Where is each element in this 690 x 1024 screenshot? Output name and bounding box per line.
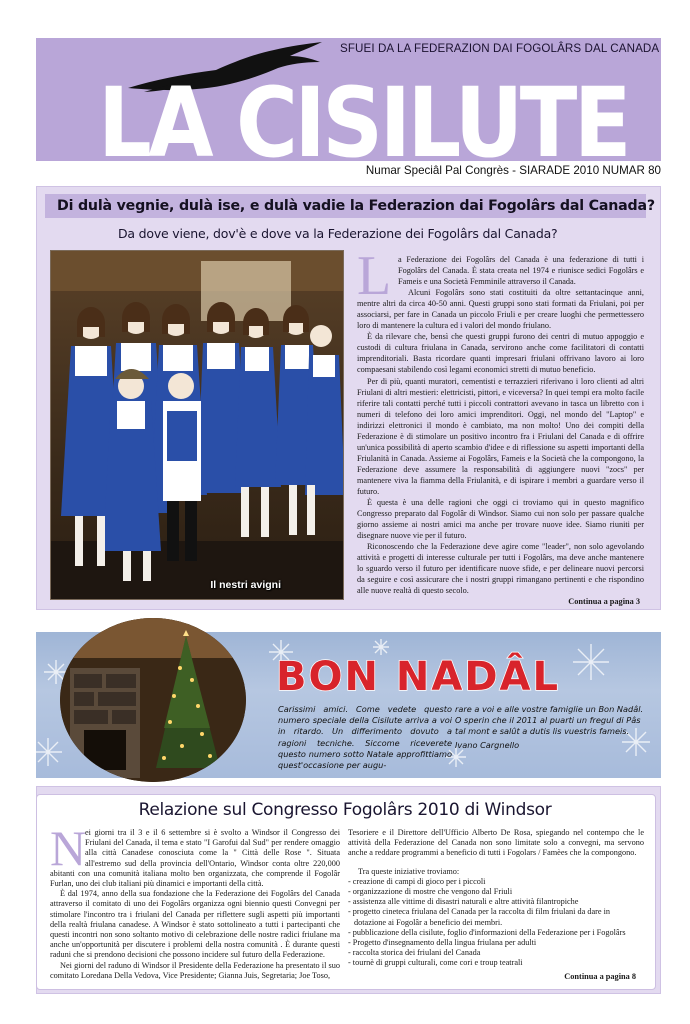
masthead-subtitle: SFUEI DA LA FEDERAZION DAI FOGOLÂRS DAL CANADA [340,42,660,55]
christmas-greeting-right [455,704,645,751]
bon-nadal-text: BON NADÂL [276,654,560,696]
article1-paragraph: È da rilevare che, bensì che questi gruppi furono dei centri di mutuo appoggio e custodi di cultura friulana in Canada, servirono anche come facilitatori di contatti imprenditoriali. Basta ricordare quanti impresari friulani offrivano lavoro ai loro compaesani stabilendo così legami economici stretti di mutuo beneficio. [357,332,644,375]
children-choir-photo [50,250,344,600]
article1-continued: Continua a pagina 3 [568,597,640,607]
article3-body-right [348,828,644,969]
initiatives-list [348,877,644,969]
photo-caption: Il nestri avigni [210,579,281,591]
article3-paragraph: È dal 1974, anno della sua fondazione che la Federazione dei Fogolârs del Canada attraverso il comitato di uno dei Fogolârs organizza ogni biennio questi Convegni per stimolare l'incontro tra i friulani del Canada per riflettere sugli aspetti più importanti della realtà friulana canadese. A Windsor è stato sottolineato a tutti i partecipanti che questi incontri non sono soltanto motivo di celebrazione delle nostre radici friulane ma anche un'opportunità per discutere i problemi della nostra comunità . È durante questi raduni che si prendono decisioni che possono incidere sul futuro della Federazione. [50,889,340,960]
logo-text: LA CISILUTE [98,68,628,164]
list-item: - creazione di campi di gioco per i piccoli [348,876,486,886]
dropcap-l: L [357,245,392,307]
article1-paragraph: Per di più, quanti muratori, cementisti e terrazzieri riferivano i loro clienti ad altri Friulani di altri mestieri: elettricisti, pittori, e viceversa? In quei tempi era molto facile riferire tali contatti perché tutti i piccoli contrattori avevano in tasca un libretto con i numeri di telefono dei loro amici imprenditori. Oggi, nel mondo del "Laptop" e indirizzi elettronici il mondo è cambiato, ma non molto! Uno dei compiti della Federazione è di stimolare un positivo incontro fra i Friulani del Canada e di offrire un'unica possibilità di aperto scambio d'idee e di riflessione su aspetti importanti della Friulanità in Canada. Assieme ai Fogolârs, Fameis e la Società che la compongono, la Federazione deve assumere la responsabilità di aggiungere nuovi "zocs" per mantenere viva la fiamma della Friulanità, e di ispirare i membri a guardare verso il futuro. [357,376,644,496]
list-item: - tournè di gruppi culturali, come cori e troup teatrali [348,958,523,968]
article3-paragraph: ei giorni tra il 3 e il 6 settembre si è svolto a Windsor il Congresso dei Friulani del Canada, il tema e stato "I Garofui dal Sud" per rendere omaggio alla città Canadese conosciuta come la " Città delle Rose ". Situata all'estremo sud della provincia dell'Ontario, Windsor conta oltre 220,000 abitanti con una comunità italiana molto ben organizzata, che comprende il Fogolâr Furlan, uno dei club italiani più dinamici e importanti della città. [50,828,340,889]
christmas-tree-photo [60,618,246,782]
christmas-greeting-text: rare a voi e alle vostre famiglie un Bon Nadâl. O sperin che il 2011 al puarti un fregul di Pâs tal mont e salût a dutis lis vuestris fameis. [455,704,644,737]
la-cisilute-logo [98,68,628,164]
article3-headline: Relazione sul Congresso Fogolârs 2010 di Windsor [138,800,552,820]
list-item: - raccolta storica dei friulani del Canada [348,948,481,958]
christmas-signature: Ivano Cargnello [455,739,520,750]
article1-paragraph: Riconoscendo che la Federazione deve agire come "leader", non solo agevolando attività e progetti di interesse culturale per tutti i Fogolârs, ma deve anche mantenere lo sguardo verso il futuro per identificare nuove sfide, e per delineare nuovi percorsi da seguire e così assicurare che i nostri gruppi rimangano pertinenti e che rispondino alle nuove realtà di questo secolo. [357,542,644,596]
article1-body [357,245,644,608]
list-item: - assistenza alle vittime di disastri naturali e altre attività filantropiche [348,897,579,907]
list-item: - organizzazione di mostre che vengono dal Friuli [348,887,513,897]
list-item: - pubblicazione della cisilute, foglio d'informazioni della Federazione per i Fogolârs [348,927,626,937]
article1-paragraph: Alcuni Fogolârs sono stati costituiti da oltre settantacinque anni, mentre altri da circa 40-50 anni. Questi gruppi sono stati formati da Friulani, poi per associarsi, per fare in Canada un piccolo Friuli e per creare luoghi che permettessero loro di mantenere la cultura ed i valori del mondo friulano. [357,288,644,331]
list-item: - Progetto d'insegnamento della lingua friulana per adulti [348,938,537,948]
bon-nadal-title [258,648,578,696]
article3-paragraph: Tesoriere e il Direttore dell'Ufficio Alberto De Rosa, spiegando nel contempo che le attività della Federazione del Canada non sono limitate solo a convegni, ma servono anche a reddare programmi a beneficio di tutti i Fogolars / Famèes che la compongono. [348,828,644,858]
issue-line: Numar Speciâl Pal Congrès - SIARADE 2010 NUMAR 80 [365,164,661,177]
article3-paragraph: Nei giorni del raduno di Windsor il Presidente della Federazione ha presentato il suo comitato Loredana Della Vedova, Vice Presidente; Gianna Juis, Segretaria; Joe Toso, [50,960,340,980]
article1-subheadline: Da dove viene, dov'è e dove va la Federazione dei Fogolârs dal Canada? [118,226,558,241]
article3-continued: Continua a pagina 8 [564,972,636,981]
article1-paragraph: a Federazione dei Fogolârs del Canada è una federazione di tutti i Fogolârs del Canada. È stata creata nel 1974 e riunisce sedici Fogolârs e Fameis e una Società Femminile attraverso il Canada. [398,255,644,287]
list-item: - progetto cineteca friulana del Canada per la raccolta di film friulani da dare in dotazione ai Fogolâr a beneficio dei membri. [348,907,611,927]
dropcap-n: N [50,820,87,876]
article1-headline: Di dulà vegnie, dulà ise, e dulà vadie la Federazion dai Fogolârs dal Canada? [45,194,646,218]
article3-paragraph: Tra queste iniziative troviamo: [358,866,460,876]
article3-body-left [50,820,340,981]
article1-paragraph: È questa è una delle ragioni che oggi ci troviamo qui in questo magnifico Congresso preparato dal Fogolâr di Windsor. Siamo cui non solo per passare qualche giorno assieme ai nostri amici ma anche per trovare nuove idee. Siamo riuniti per disegnare nuove vie per il futuro. [357,498,644,541]
christmas-greeting-left: Carissimi amici. Come vedete questo numero speciale della Cisilute arriva a voi in ritardo. Un differimento dovuto a ragioni tecniche. Siccome riceverete questo numero sotto Natale approfittiamo quest'occasione per augu- [278,704,452,771]
